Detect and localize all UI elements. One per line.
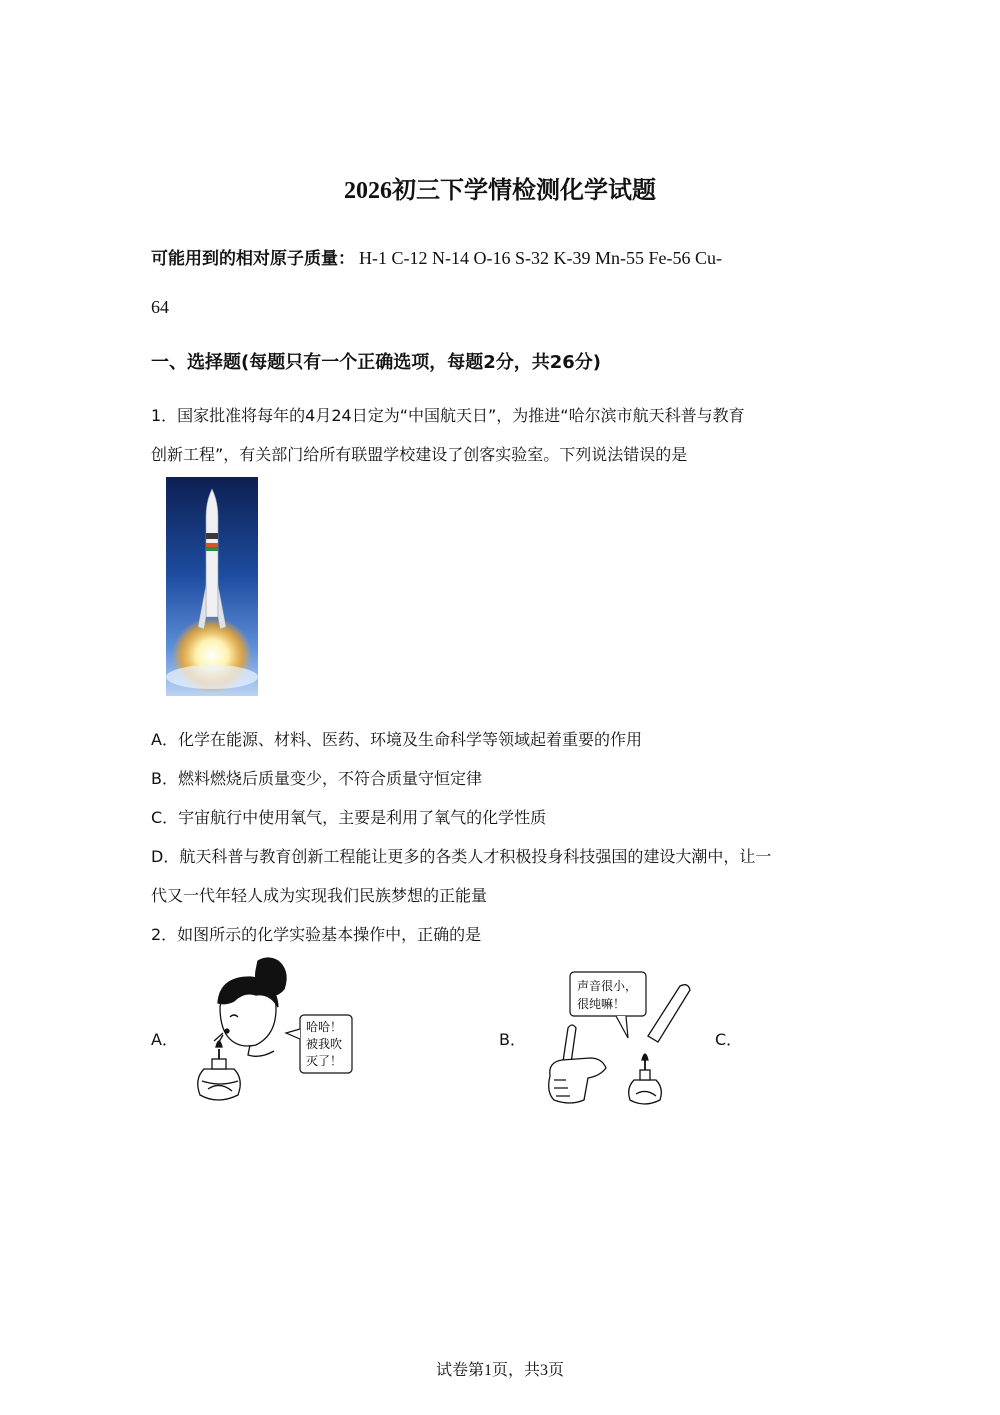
bubble-b-line2: 很纯嘛！ — [577, 997, 626, 1011]
q2-option-b-label: B． — [499, 1030, 526, 1049]
q1-option-c: C．宇宙航行中使用氧气，主要是利用了氧气的化学性质 — [151, 808, 547, 827]
q2-option-a-label: A． — [151, 1030, 178, 1049]
q1-stem-line1: 1．国家批准将每年的4月24日定为“中国航天日”，为推进“哈尔滨市航天科普与教育 — [151, 406, 745, 425]
figure-blowing-lamp — [190, 955, 360, 1111]
bubble-a-line1: 哈哈！ — [306, 1020, 343, 1034]
q2-option-c-label: C． — [715, 1030, 743, 1049]
bubble-b-line1: 声音很小， — [577, 979, 638, 993]
q1-stem-line2: 创新工程”，有关部门给所有联盟学校建设了创客实验室。下列说法错误的是 — [151, 445, 688, 464]
atomic-mass-line — [151, 244, 722, 269]
bubble-a-line3: 灭了！ — [306, 1054, 343, 1068]
bubble-a-line2: 被我吹 — [306, 1037, 343, 1051]
atomic-mass-values-cont: 64 — [151, 297, 169, 317]
section-1-title: 一、选择题(每题只有一个正确选项，每题2分，共26分) — [151, 352, 602, 373]
page-title: 2026初三下学情检测化学试题 — [344, 178, 656, 204]
q1-option-d-line1: D．航天科普与教育创新工程能让更多的各类人才积极投身科技强国的建设大潮中，让一 — [151, 847, 772, 866]
atomic-mass-values: H-1 C-12 N-14 O-16 S-32 K-39 Mn-55 Fe-56 Cu- — [359, 248, 722, 268]
atomic-mass-label: 可能用到的相对原子质量： — [151, 249, 355, 269]
q1-option-d-line2: 代又一代年轻人成为实现我们民族梦想的正能量 — [151, 886, 488, 905]
rocket-launch-image — [166, 477, 258, 696]
q2-stem: 2．如图所示的化学实验基本操作中，正确的是 — [151, 925, 482, 944]
page-footer: 试卷第1页，共3页 — [435, 1362, 564, 1379]
q1-option-b: B．燃料燃烧后质量变少，不符合质量守恒定律 — [151, 769, 482, 788]
figure-hydrogen-test — [540, 968, 700, 1108]
q1-option-a: A．化学在能源、材料、医药、环境及生命科学等领域起着重要的作用 — [151, 730, 642, 749]
